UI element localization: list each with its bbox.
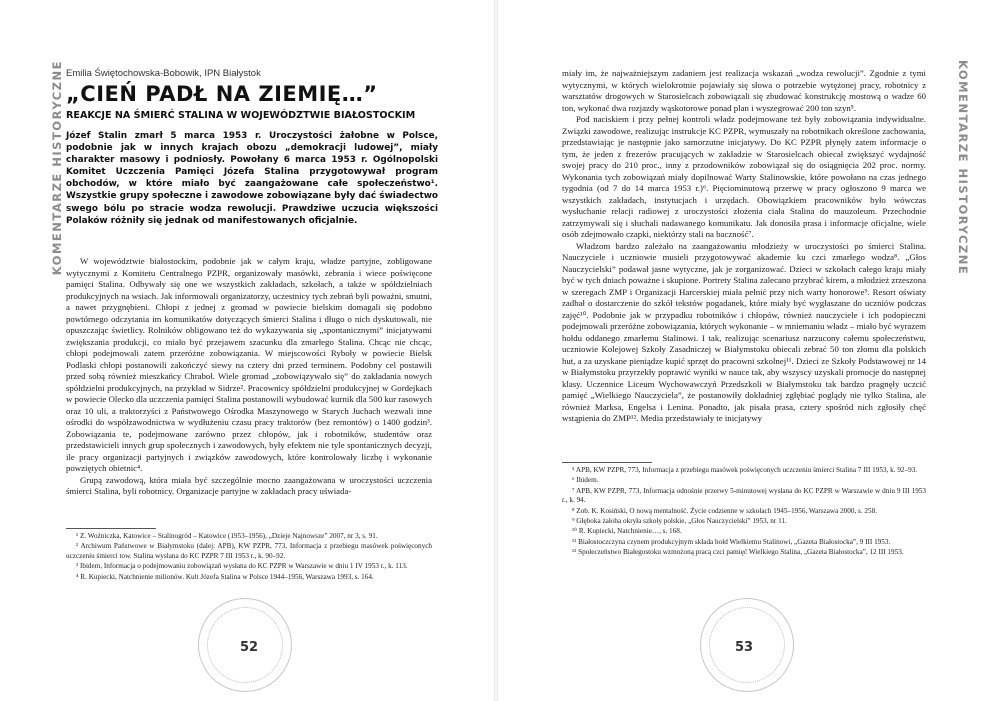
author-line: Emilia Świętochowska-Bobowik, IPN Białystok — [66, 68, 261, 79]
side-label-right: KOMENTARZE HISTORYCZNE — [956, 60, 970, 276]
side-label-left: KOMENTARZE HISTORYCZNE — [50, 60, 64, 276]
body-column-right — [562, 68, 926, 425]
footnote: ⁶ Ibidem. — [572, 476, 599, 485]
footnote: ³ Ibidem, Informacja o podejmowaniu zobowiązań wysłana do KC PZPR w Warszawie w dniu 1 IV 1953 r., k. 113. — [76, 562, 408, 571]
body-paragraph: Władzom bardzo zależało na zaangażowaniu młodzieży w uroczystości po śmierci Stalina. Nauczyciele i uczniowie musieli przygotowywać akademie ku czci zmarłego wodza⁸. „Głos Nauczycielski” podawał jasne wytyczne, jak je zorganizować. Dzieci w szkołach całego kraju miały być w tych dniach poważne i skupione. Portrety Stalina zalecano przybrać kirem, a młodzież zrzeszona w szeregach ZMP i Organizacji Harcerskiej miała pełnić przy nich warty honorowe⁹. Resort oświaty zadbał o dostarczenie do szkół tekstów pogadanek, które miały być wygłaszane do uczniów podczas zajęć¹⁰. Podobnie jak w przypadku robotników i chłopów, również nauczyciele i ich podopieczni podejmowali przeróżne zobowiązania, których wykonanie – w mniemaniu władz – miało być wyrazem hołdu oddanego zmarłemu Stalinowi. I tak, realizując scenariusz narzucony całemu społeczeństwu, uczniowie Kolejowej Szkoły Zasadniczej w Białymstoku obiecali zebrać 50 ton złomu dla polskich hut, a za uzyskane pieniądze kupić sprzęt do pracowni szkolnej¹¹. Dzieci ze Szkoły Podstawowej nr 14 w Białymstoku przyrzekły poprawić wyniki w nauce tak, aby wszyscy uzyskali promocje do następnej klasy. Uczennice Liceum Wychowawczyń Przedszkoli w Białymstoku tak bardzo pragnęły uczcić pamięć „Wielkiego Nauczyciela”, że postanowiły dokładniej zgłębiać poglądy nie tylko Stalina, ale również Marksa, Engelsa i Lenina. Ponadto, jak pisała prasa, cztery spośród nich zgłosiły chęć wstąpienia do ZMP¹². Media przedstawiały te inicjatywy — [562, 240, 926, 423]
body-paragraph: Pod naciskiem i przy pełnej kontroli władz podejmowane też były zobowiązania indywidualne. Związki zawodowe, realizując instrukcje KC PZPR, wymuszały na robotnikach określone zachowania, przedstawiając je następnie jako samorzutne inicjatywy. Do KC PZPR płynęły zatem informacje o tym, że jeden z frezerów pracujących w zakładzie w Starosielcach obiecał zwiększyć wydajność swojej pracy do 210 proc., inny z przodowników zobowiązał się do osiągnięcia 202 proc. normy. Wykonania tych zobowiązań miały dopilnować Warty Stalinowskie, które powołano na czas jednego tygodnia (od 7 do 14 marca 1953 r.)⁶. Pięciominutową przerwę w pracy ogłoszono 9 marca we wszystkich zakładach, instytucjach i urzędach. Obowiązkiem pracowników było wówczas wysłuchanie relacji radiowej z uroczystości złożenia ciała Stalina do mauzoleum. Przechodnie zatrzymywali się i słuchali nadawanego komunikatu. Jak donosiła prasa i informacje oficjalne, wiele osób zdejmowało czapki, niektórzy stali na baczność⁷. — [562, 114, 926, 239]
footnote: ⁷ APB, KW PZPR, 773, Informacja odnośnie przerwy 5-minutowej wysłana do KC PZPR w Warszawie w dniu 9 III 1953 r., k. 94. — [562, 486, 926, 505]
footnote: ¹⁰ R. Kupiecki, Natchnienie…, s. 168. — [572, 527, 682, 536]
footnote: ⁵ APB, KW PZPR, 773, Informacja z przebiegu masówek poświęconych uczczeniu śmierci Stalina 7 III 1953, k. 92–93. — [572, 466, 918, 474]
body-paragraph: W województwie białostockim, podobnie jak w całym kraju, władze partyjne, zobligowane wytycznymi z Komitetu Centralnego PZPR, organizowały masówki, zebrania i wiece poświęcone pamięci Stalina. Odbywały się one we wszystkich zakładach, szkołach, a także w spółdzielniach produkcyjnych na wsiach. Jak informowali organizatorzy, uczestnicy tych zebrań byli poważni, smutni, a nawet przygnębieni. Chłopi z jednej z gromad w powiecie bielskim domagali się podobno powtórnego odczytania im komunikatów dotyczących śmierci Stalina i długo o nich dyskutowali, nie opuszczając świetlicy. Rolników obligowano też do wykazywania się „spontanicznymi” inicjatywami zwiększania produkcji, co miało być przejawem szacunku dla zmarłego Stalina. Chcąc nie chcąc, chłopi podejmowali zatem przeróżne zobowiązania. W miejscowości Ryboły w powiecie Bielsk Podlaski chłopi postanowili zakończyć siewy na cztery dni przed terminem. Podobny cel postawili przed sobą również mieszkańcy Chraboł. Wiele gromad „zobowiązywało się” do zakładania nowych spółdzielni produkcyjnych, na przykład w Sidrze². Pracownicy spółdzielni produkcyjnej w Gordejkach w powiecie Olecko dla uczczenia pamięci Stalina postanowili wybudować kurnik dla 500 kur rasowych oraz 10 uli, a traktorzyści z Państwowego Ośrodka Maszynowego w Starych Juchach wezwali inne ośrodki do współzawodnictwa w wydłużeniu czasu pracy traktorów (bez remontów) o 1400 godzin³. Zobowiązania te, podejmowane zarówno przez chłopów, jak i robotników, studentów oraz przedstawicieli innych grup społecznych i zawodowych, były efektem nie tyle spontanicznych decyzji, ile pracy organizacji partyjnych i związków zawodowych, które kontrolowały liczbę i wykonanie powziętych obietnic⁴. — [66, 256, 432, 473]
lead-paragraph: Józef Stalin zmarł 5 marca 1953 r. Uroczystości żałobne w Polsce, podobnie jak w innych krajach obozu „demokracji ludowej”, miały charakter masowy i podniosły. Powołany 6 marca 1953 r. Ogólnopolski Komitet Uczczenia Pamięci Józefa Stalina przygotowywał program obchodów, w które miało być zaangażowane całe społeczeństwo¹. Wszystkie grupy społeczne i zawodowe zobowiązane były dać świadectwo swego bólu po stracie wodza rewolucji. Prawdziwe uczucia większości Polaków różniły się jednak od manifestowanych oficjalnie. — [66, 131, 438, 226]
body-column-left — [66, 256, 432, 498]
footnote: ¹¹ Białostoczczyna czynem produkcyjnym składa hołd Wielkiemu Stalinowi, „Gazeta Białostocka”, 9 III 1953. — [572, 537, 891, 546]
footnotes-left — [66, 532, 432, 583]
body-paragraph: Grupą zawodową, która miała być szczególnie mocno zaangażowana w uroczystości uczczenia śmierci Stalina, byli robotnicy. Organizacje partyjne w zakładach pracy uświada- — [66, 474, 432, 496]
footnote: ² Archiwum Państwowe w Białymstoku (dalej: APB), KW PZPR, 773, Informacja z przebiegu masówek poświęconych uczczeniu śmierci tow. Stalina wysłana do KC PZPR 7 III 1953 r., k. 90–92. — [66, 542, 432, 560]
book-gutter — [494, 0, 498, 701]
article-title: „CIEŃ PADŁ NA ZIEMIĘ…” — [66, 82, 378, 106]
body-paragraph: miały im, że najważniejszym zadaniem jest realizacja wskazań „wodza rewolucji”. Zgodnie z tymi wytycznymi, w których wielokrotnie pojawiały się słowa o potrzebie wytężonej pracy, robotnicy z warsztatów drogowych w Starosielcach zobowiązali się zbudować konstrukcję mostową o wadze 60 ton, wykonać dwa rozjazdy wąskotorowe ponad plan i wyszegrować 200 ton szyn⁵. — [562, 68, 926, 113]
page-number-right: 53 — [735, 640, 754, 655]
footnote-rule-left — [66, 528, 156, 529]
article-subtitle: REAKCJE NA ŚMIERĆ STALINA W WOJEWÓDZTWIE BIAŁOSTOCKIM — [66, 110, 416, 121]
footnote: ⁴ R. Kupiecki, Natchnienie milionów. Kult Józefa Stalina w Polsce 1944–1956, Warszawa 1993, s. 164. — [76, 572, 374, 581]
footnote: ¹² Społeczeństwo Białegostoku wzmożoną pracą czci pamięć Wielkiego Stalina, „Gazeta Białostocka”, 12 III 1953. — [572, 548, 904, 557]
footnote: ⁹ Głęboka żałoba okryła szkoły polskie, „Głos Nauczycielski” 1953, nr 11. — [572, 517, 787, 526]
page-number-left: 52 — [240, 640, 259, 655]
footnotes-right — [562, 466, 926, 559]
footnote: ⁸ Zob. K. Kosiński, O nową mentalność. Życie codzienne w szkołach 1945–1956, Warszawa 2000, s. 258. — [572, 506, 878, 515]
footnote-rule-right — [562, 462, 652, 463]
footnote: ¹ Z. Woźniczka, Katowice – Stalinogród – Katowice (1953–1956), „Dzieje Najnowsze” 2007, nr 3, s. 91. — [76, 532, 378, 540]
